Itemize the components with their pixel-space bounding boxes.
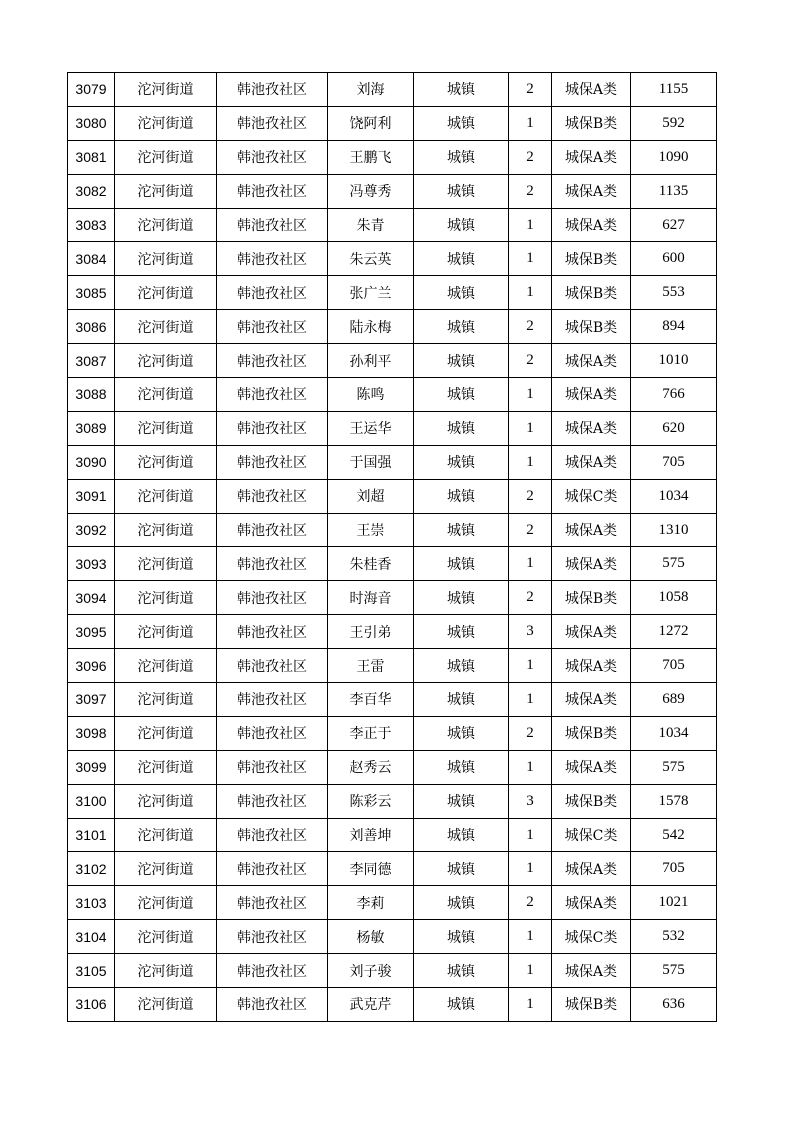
area-type-cell: 城镇 bbox=[414, 276, 509, 310]
household-size-cell: 1 bbox=[509, 988, 552, 1022]
street-cell: 沱河街道 bbox=[115, 344, 217, 378]
amount-cell: 1058 bbox=[631, 581, 717, 615]
row-id-cell: 3080 bbox=[68, 106, 115, 140]
street-cell: 沱河街道 bbox=[115, 716, 217, 750]
table-row bbox=[68, 683, 717, 717]
amount-cell: 1310 bbox=[631, 513, 717, 547]
community-cell: 韩池孜社区 bbox=[217, 750, 328, 784]
household-size-cell: 2 bbox=[509, 716, 552, 750]
community-cell: 韩池孜社区 bbox=[217, 174, 328, 208]
name-cell: 陈鸣 bbox=[328, 378, 414, 412]
area-type-cell: 城镇 bbox=[414, 310, 509, 344]
amount-cell: 532 bbox=[631, 920, 717, 954]
area-type-cell: 城镇 bbox=[414, 818, 509, 852]
row-id-cell: 3106 bbox=[68, 988, 115, 1022]
name-cell: 王雷 bbox=[328, 649, 414, 683]
area-type-cell: 城镇 bbox=[414, 615, 509, 649]
household-size-cell: 3 bbox=[509, 784, 552, 818]
household-size-cell: 2 bbox=[509, 73, 552, 107]
area-type-cell: 城镇 bbox=[414, 344, 509, 378]
row-id-cell: 3092 bbox=[68, 513, 115, 547]
table-row bbox=[68, 140, 717, 174]
area-type-cell: 城镇 bbox=[414, 174, 509, 208]
area-type-cell: 城镇 bbox=[414, 445, 509, 479]
insurance-class-cell: 城保A类 bbox=[552, 445, 631, 479]
table-row bbox=[68, 750, 717, 784]
area-type-cell: 城镇 bbox=[414, 750, 509, 784]
area-type-cell: 城镇 bbox=[414, 649, 509, 683]
amount-cell: 705 bbox=[631, 445, 717, 479]
row-id-cell: 3085 bbox=[68, 276, 115, 310]
name-cell: 王运华 bbox=[328, 411, 414, 445]
insurance-class-cell: 城保A类 bbox=[552, 683, 631, 717]
community-cell: 韩池孜社区 bbox=[217, 988, 328, 1022]
street-cell: 沱河街道 bbox=[115, 479, 217, 513]
amount-cell: 575 bbox=[631, 750, 717, 784]
table-row bbox=[68, 479, 717, 513]
street-cell: 沱河街道 bbox=[115, 581, 217, 615]
table-row bbox=[68, 954, 717, 988]
name-cell: 朱青 bbox=[328, 208, 414, 242]
row-id-cell: 3100 bbox=[68, 784, 115, 818]
street-cell: 沱河街道 bbox=[115, 683, 217, 717]
row-id-cell: 3105 bbox=[68, 954, 115, 988]
amount-cell: 705 bbox=[631, 852, 717, 886]
insurance-class-cell: 城保B类 bbox=[552, 310, 631, 344]
area-type-cell: 城镇 bbox=[414, 513, 509, 547]
amount-cell: 1034 bbox=[631, 716, 717, 750]
area-type-cell: 城镇 bbox=[414, 683, 509, 717]
name-cell: 时海音 bbox=[328, 581, 414, 615]
row-id-cell: 3094 bbox=[68, 581, 115, 615]
street-cell: 沱河街道 bbox=[115, 174, 217, 208]
table-row bbox=[68, 344, 717, 378]
household-size-cell: 2 bbox=[509, 581, 552, 615]
name-cell: 王崇 bbox=[328, 513, 414, 547]
name-cell: 冯尊秀 bbox=[328, 174, 414, 208]
area-type-cell: 城镇 bbox=[414, 479, 509, 513]
name-cell: 王鹏飞 bbox=[328, 140, 414, 174]
name-cell: 刘子骏 bbox=[328, 954, 414, 988]
street-cell: 沱河街道 bbox=[115, 988, 217, 1022]
area-type-cell: 城镇 bbox=[414, 411, 509, 445]
community-cell: 韩池孜社区 bbox=[217, 547, 328, 581]
area-type-cell: 城镇 bbox=[414, 954, 509, 988]
table-row bbox=[68, 716, 717, 750]
insurance-class-cell: 城保C类 bbox=[552, 479, 631, 513]
row-id-cell: 3088 bbox=[68, 378, 115, 412]
community-cell: 韩池孜社区 bbox=[217, 818, 328, 852]
insurance-class-cell: 城保A类 bbox=[552, 513, 631, 547]
amount-cell: 620 bbox=[631, 411, 717, 445]
amount-cell: 1090 bbox=[631, 140, 717, 174]
household-size-cell: 2 bbox=[509, 513, 552, 547]
name-cell: 饶阿利 bbox=[328, 106, 414, 140]
street-cell: 沱河街道 bbox=[115, 615, 217, 649]
insurance-class-cell: 城保B类 bbox=[552, 276, 631, 310]
insurance-class-cell: 城保B类 bbox=[552, 784, 631, 818]
table-row bbox=[68, 310, 717, 344]
community-cell: 韩池孜社区 bbox=[217, 513, 328, 547]
name-cell: 李莉 bbox=[328, 886, 414, 920]
street-cell: 沱河街道 bbox=[115, 140, 217, 174]
table-body bbox=[68, 73, 717, 1022]
name-cell: 杨敏 bbox=[328, 920, 414, 954]
community-cell: 韩池孜社区 bbox=[217, 378, 328, 412]
row-id-cell: 3087 bbox=[68, 344, 115, 378]
row-id-cell: 3097 bbox=[68, 683, 115, 717]
community-cell: 韩池孜社区 bbox=[217, 242, 328, 276]
table-row bbox=[68, 174, 717, 208]
street-cell: 沱河街道 bbox=[115, 310, 217, 344]
table-row bbox=[68, 513, 717, 547]
amount-cell: 1021 bbox=[631, 886, 717, 920]
household-size-cell: 1 bbox=[509, 547, 552, 581]
street-cell: 沱河街道 bbox=[115, 513, 217, 547]
household-size-cell: 2 bbox=[509, 886, 552, 920]
row-id-cell: 3083 bbox=[68, 208, 115, 242]
area-type-cell: 城镇 bbox=[414, 716, 509, 750]
amount-cell: 689 bbox=[631, 683, 717, 717]
community-cell: 韩池孜社区 bbox=[217, 716, 328, 750]
table-row bbox=[68, 547, 717, 581]
community-cell: 韩池孜社区 bbox=[217, 344, 328, 378]
amount-cell: 1135 bbox=[631, 174, 717, 208]
community-cell: 韩池孜社区 bbox=[217, 649, 328, 683]
amount-cell: 894 bbox=[631, 310, 717, 344]
street-cell: 沱河街道 bbox=[115, 378, 217, 412]
street-cell: 沱河街道 bbox=[115, 106, 217, 140]
household-size-cell: 2 bbox=[509, 479, 552, 513]
amount-cell: 592 bbox=[631, 106, 717, 140]
street-cell: 沱河街道 bbox=[115, 411, 217, 445]
street-cell: 沱河街道 bbox=[115, 784, 217, 818]
community-cell: 韩池孜社区 bbox=[217, 73, 328, 107]
household-size-cell: 2 bbox=[509, 140, 552, 174]
table-row bbox=[68, 73, 717, 107]
household-size-cell: 3 bbox=[509, 615, 552, 649]
amount-cell: 1272 bbox=[631, 615, 717, 649]
name-cell: 朱桂香 bbox=[328, 547, 414, 581]
row-id-cell: 3089 bbox=[68, 411, 115, 445]
community-cell: 韩池孜社区 bbox=[217, 683, 328, 717]
row-id-cell: 3103 bbox=[68, 886, 115, 920]
row-id-cell: 3099 bbox=[68, 750, 115, 784]
name-cell: 赵秀云 bbox=[328, 750, 414, 784]
insurance-class-cell: 城保A类 bbox=[552, 411, 631, 445]
area-type-cell: 城镇 bbox=[414, 581, 509, 615]
table-row bbox=[68, 920, 717, 954]
amount-cell: 575 bbox=[631, 547, 717, 581]
community-cell: 韩池孜社区 bbox=[217, 615, 328, 649]
insurance-class-cell: 城保C类 bbox=[552, 818, 631, 852]
table-row bbox=[68, 988, 717, 1022]
amount-cell: 1155 bbox=[631, 73, 717, 107]
street-cell: 沱河街道 bbox=[115, 73, 217, 107]
amount-cell: 627 bbox=[631, 208, 717, 242]
amount-cell: 553 bbox=[631, 276, 717, 310]
household-size-cell: 2 bbox=[509, 310, 552, 344]
roster-table bbox=[67, 72, 717, 1022]
insurance-class-cell: 城保A类 bbox=[552, 615, 631, 649]
table-row bbox=[68, 784, 717, 818]
area-type-cell: 城镇 bbox=[414, 378, 509, 412]
household-size-cell: 1 bbox=[509, 818, 552, 852]
amount-cell: 1034 bbox=[631, 479, 717, 513]
table-row bbox=[68, 378, 717, 412]
name-cell: 陆永梅 bbox=[328, 310, 414, 344]
amount-cell: 575 bbox=[631, 954, 717, 988]
name-cell: 刘善坤 bbox=[328, 818, 414, 852]
household-size-cell: 1 bbox=[509, 276, 552, 310]
street-cell: 沱河街道 bbox=[115, 276, 217, 310]
name-cell: 朱云英 bbox=[328, 242, 414, 276]
name-cell: 李正于 bbox=[328, 716, 414, 750]
street-cell: 沱河街道 bbox=[115, 886, 217, 920]
amount-cell: 766 bbox=[631, 378, 717, 412]
insurance-class-cell: 城保A类 bbox=[552, 649, 631, 683]
amount-cell: 1578 bbox=[631, 784, 717, 818]
insurance-class-cell: 城保A类 bbox=[552, 852, 631, 886]
name-cell: 孙利平 bbox=[328, 344, 414, 378]
community-cell: 韩池孜社区 bbox=[217, 886, 328, 920]
household-size-cell: 1 bbox=[509, 954, 552, 988]
household-size-cell: 1 bbox=[509, 649, 552, 683]
household-size-cell: 1 bbox=[509, 411, 552, 445]
street-cell: 沱河街道 bbox=[115, 242, 217, 276]
name-cell: 张广兰 bbox=[328, 276, 414, 310]
insurance-class-cell: 城保A类 bbox=[552, 886, 631, 920]
row-id-cell: 3084 bbox=[68, 242, 115, 276]
community-cell: 韩池孜社区 bbox=[217, 411, 328, 445]
insurance-class-cell: 城保B类 bbox=[552, 242, 631, 276]
row-id-cell: 3091 bbox=[68, 479, 115, 513]
row-id-cell: 3079 bbox=[68, 73, 115, 107]
row-id-cell: 3104 bbox=[68, 920, 115, 954]
community-cell: 韩池孜社区 bbox=[217, 784, 328, 818]
area-type-cell: 城镇 bbox=[414, 988, 509, 1022]
insurance-class-cell: 城保B类 bbox=[552, 988, 631, 1022]
household-size-cell: 1 bbox=[509, 750, 552, 784]
row-id-cell: 3093 bbox=[68, 547, 115, 581]
household-size-cell: 2 bbox=[509, 344, 552, 378]
row-id-cell: 3090 bbox=[68, 445, 115, 479]
area-type-cell: 城镇 bbox=[414, 242, 509, 276]
community-cell: 韩池孜社区 bbox=[217, 208, 328, 242]
insurance-class-cell: 城保A类 bbox=[552, 73, 631, 107]
area-type-cell: 城镇 bbox=[414, 208, 509, 242]
table-row bbox=[68, 852, 717, 886]
name-cell: 李同德 bbox=[328, 852, 414, 886]
community-cell: 韩池孜社区 bbox=[217, 920, 328, 954]
community-cell: 韩池孜社区 bbox=[217, 581, 328, 615]
table-row bbox=[68, 276, 717, 310]
name-cell: 李百华 bbox=[328, 683, 414, 717]
area-type-cell: 城镇 bbox=[414, 547, 509, 581]
row-id-cell: 3095 bbox=[68, 615, 115, 649]
insurance-class-cell: 城保A类 bbox=[552, 344, 631, 378]
street-cell: 沱河街道 bbox=[115, 954, 217, 988]
insurance-class-cell: 城保A类 bbox=[552, 954, 631, 988]
insurance-class-cell: 城保C类 bbox=[552, 920, 631, 954]
table-row bbox=[68, 208, 717, 242]
area-type-cell: 城镇 bbox=[414, 140, 509, 174]
insurance-class-cell: 城保A类 bbox=[552, 174, 631, 208]
household-size-cell: 1 bbox=[509, 920, 552, 954]
household-size-cell: 2 bbox=[509, 174, 552, 208]
household-size-cell: 1 bbox=[509, 445, 552, 479]
household-size-cell: 1 bbox=[509, 683, 552, 717]
name-cell: 刘海 bbox=[328, 73, 414, 107]
row-id-cell: 3086 bbox=[68, 310, 115, 344]
area-type-cell: 城镇 bbox=[414, 920, 509, 954]
insurance-class-cell: 城保A类 bbox=[552, 208, 631, 242]
amount-cell: 636 bbox=[631, 988, 717, 1022]
name-cell: 武克芹 bbox=[328, 988, 414, 1022]
insurance-class-cell: 城保B类 bbox=[552, 581, 631, 615]
street-cell: 沱河街道 bbox=[115, 445, 217, 479]
row-id-cell: 3102 bbox=[68, 852, 115, 886]
table-row bbox=[68, 411, 717, 445]
area-type-cell: 城镇 bbox=[414, 784, 509, 818]
area-type-cell: 城镇 bbox=[414, 106, 509, 140]
table-row bbox=[68, 886, 717, 920]
amount-cell: 705 bbox=[631, 649, 717, 683]
area-type-cell: 城镇 bbox=[414, 852, 509, 886]
row-id-cell: 3096 bbox=[68, 649, 115, 683]
community-cell: 韩池孜社区 bbox=[217, 445, 328, 479]
insurance-class-cell: 城保B类 bbox=[552, 716, 631, 750]
insurance-class-cell: 城保A类 bbox=[552, 547, 631, 581]
household-size-cell: 1 bbox=[509, 852, 552, 886]
household-size-cell: 1 bbox=[509, 242, 552, 276]
name-cell: 刘超 bbox=[328, 479, 414, 513]
name-cell: 王引弟 bbox=[328, 615, 414, 649]
table-row bbox=[68, 581, 717, 615]
amount-cell: 600 bbox=[631, 242, 717, 276]
community-cell: 韩池孜社区 bbox=[217, 954, 328, 988]
street-cell: 沱河街道 bbox=[115, 852, 217, 886]
amount-cell: 1010 bbox=[631, 344, 717, 378]
row-id-cell: 3098 bbox=[68, 716, 115, 750]
insurance-class-cell: 城保A类 bbox=[552, 378, 631, 412]
street-cell: 沱河街道 bbox=[115, 547, 217, 581]
street-cell: 沱河街道 bbox=[115, 208, 217, 242]
community-cell: 韩池孜社区 bbox=[217, 852, 328, 886]
area-type-cell: 城镇 bbox=[414, 886, 509, 920]
name-cell: 陈彩云 bbox=[328, 784, 414, 818]
community-cell: 韩池孜社区 bbox=[217, 310, 328, 344]
area-type-cell: 城镇 bbox=[414, 73, 509, 107]
amount-cell: 542 bbox=[631, 818, 717, 852]
community-cell: 韩池孜社区 bbox=[217, 140, 328, 174]
table-row bbox=[68, 242, 717, 276]
table-row bbox=[68, 649, 717, 683]
insurance-class-cell: 城保A类 bbox=[552, 140, 631, 174]
community-cell: 韩池孜社区 bbox=[217, 106, 328, 140]
table-row bbox=[68, 818, 717, 852]
row-id-cell: 3081 bbox=[68, 140, 115, 174]
household-size-cell: 1 bbox=[509, 208, 552, 242]
household-size-cell: 1 bbox=[509, 106, 552, 140]
community-cell: 韩池孜社区 bbox=[217, 276, 328, 310]
table-row bbox=[68, 615, 717, 649]
community-cell: 韩池孜社区 bbox=[217, 479, 328, 513]
row-id-cell: 3101 bbox=[68, 818, 115, 852]
street-cell: 沱河街道 bbox=[115, 920, 217, 954]
insurance-class-cell: 城保A类 bbox=[552, 750, 631, 784]
name-cell: 于国强 bbox=[328, 445, 414, 479]
insurance-class-cell: 城保B类 bbox=[552, 106, 631, 140]
street-cell: 沱河街道 bbox=[115, 750, 217, 784]
street-cell: 沱河街道 bbox=[115, 818, 217, 852]
table-row bbox=[68, 445, 717, 479]
household-size-cell: 1 bbox=[509, 378, 552, 412]
table-row bbox=[68, 106, 717, 140]
row-id-cell: 3082 bbox=[68, 174, 115, 208]
street-cell: 沱河街道 bbox=[115, 649, 217, 683]
